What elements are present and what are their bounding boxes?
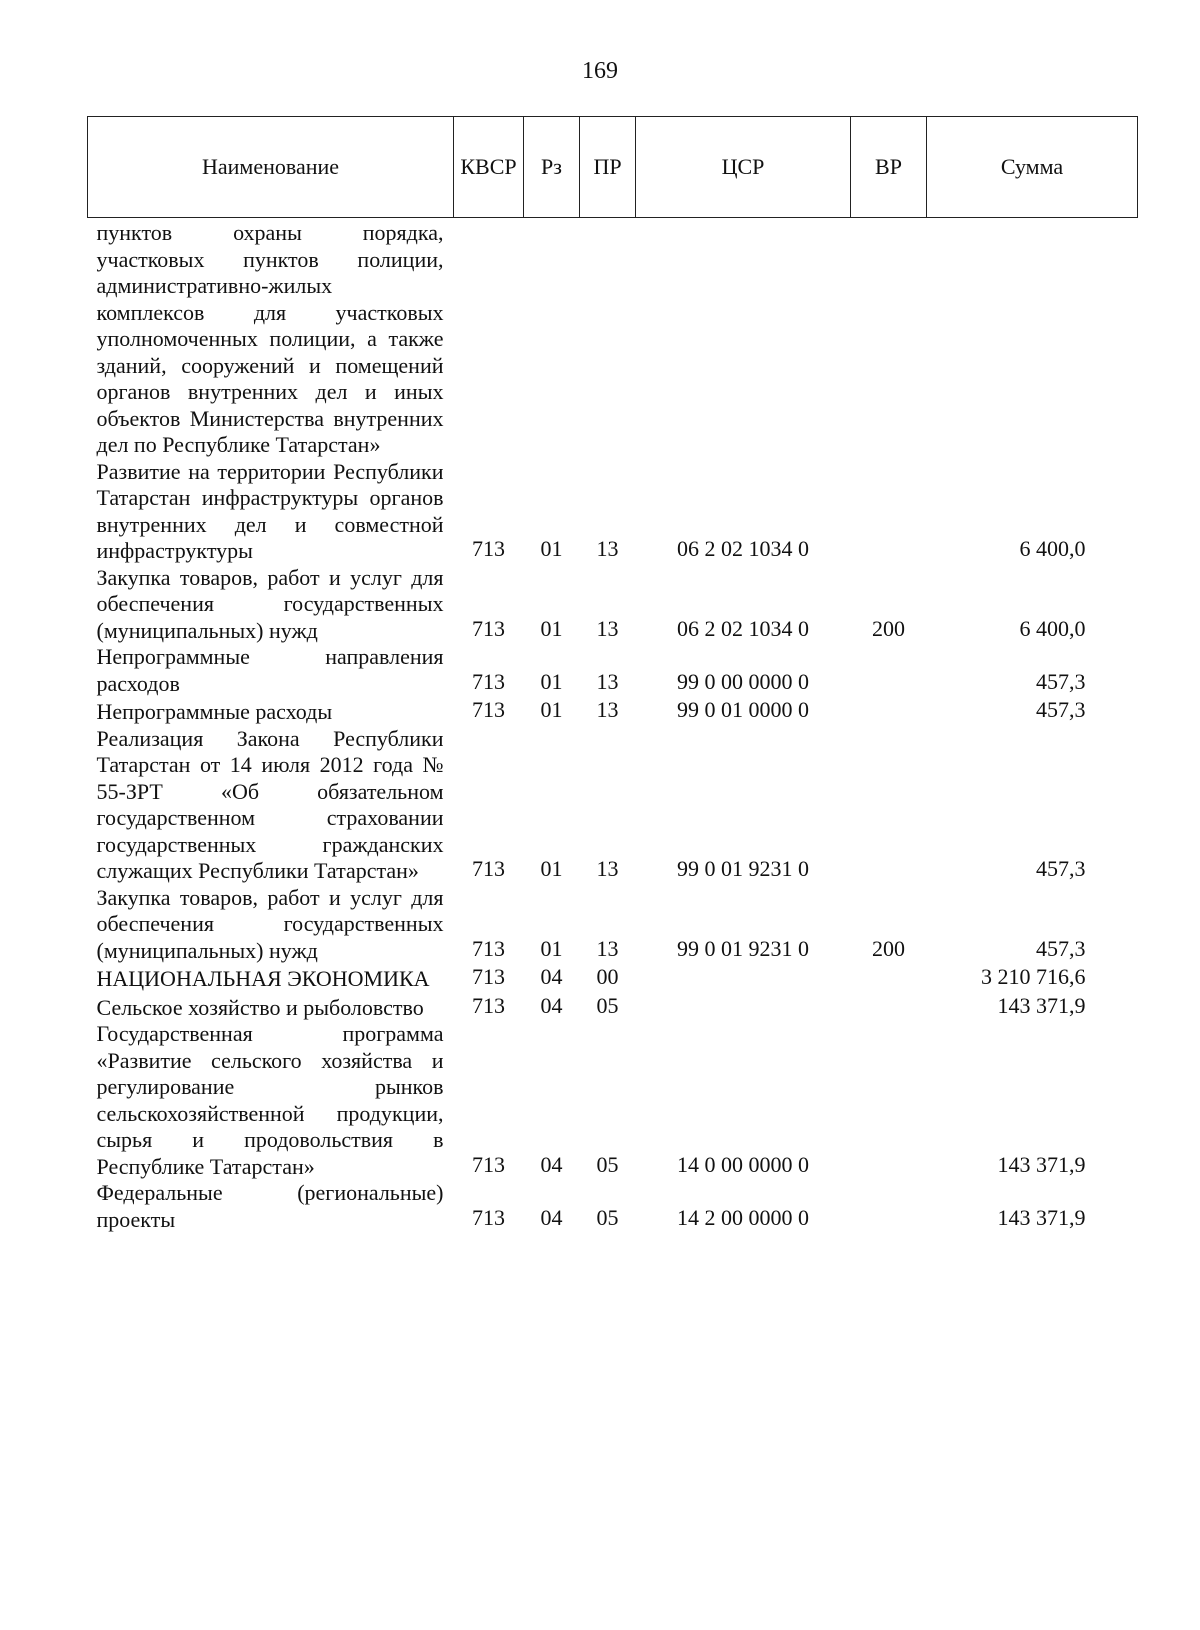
cell-kvsr: 713 [472,697,505,722]
cell-sum: 457,3 [1036,856,1086,881]
table-row [88,1021,1138,1180]
cell-sum: 6 400,0 [1019,615,1086,641]
header-kvsr: КВСР [454,117,524,218]
cell-rz: 01 [540,856,563,881]
cell-name: Развитие на территории Республики Татарстан инфраструктуры органов внутренних дел и совместной инфраструктуры [96,458,444,563]
cell-csr: 99 0 01 9231 0 [677,856,809,881]
cell-vr [851,964,927,993]
cell-csr: 14 2 00 0000 0 [677,1204,809,1230]
table-row [88,565,1138,645]
table-header [88,117,1138,218]
cell-kvsr: 713 [472,668,505,694]
cell-sum: 143 371,9 [997,1151,1086,1177]
cell-pr: 13 [596,615,619,641]
cell-rz: 01 [540,668,563,694]
table-body [88,218,1138,1234]
cell-sum: 143 371,9 [997,1204,1086,1230]
cell-sum: 457,3 [1036,668,1086,694]
cell-vr [851,218,927,459]
cell-name: Государственная программа «Развитие сельского хозяйства и регулирование рынков сельскохозяйственной продукции, сырья и продовольствия в Республике Татарстан» [96,1021,444,1179]
cell-kvsr: 713 [472,856,505,881]
cell-name: Закупка товаров, работ и услуг для обеспечения государственных (муниципальных) нужд [96,884,444,963]
cell-rz: 01 [540,935,563,961]
cell-pr: 13 [596,668,619,694]
header-csr: ЦСР [636,117,851,218]
cell-pr: 13 [596,935,619,961]
cell-vr [851,1021,927,1180]
cell-rz: 04 [540,1204,563,1230]
cell-rz: 01 [540,697,563,722]
cell-kvsr [454,218,524,459]
cell-csr: 06 2 02 1034 0 [677,615,809,641]
cell-csr: 99 0 01 9231 0 [677,935,809,961]
cell-name: Сельское хозяйство и рыболовство [96,994,424,1020]
cell-sum: 457,3 [1036,697,1086,722]
cell-name: пунктов охраны порядка, участковых пунктов полиции, административно-жилых комплексов для участковых уполномоченных полиции, а также зданий, сооружений и помещений органов внутренних дел и иных объектов Министерства внутренних дел по Республике Татарстан» [96,220,444,457]
cell-pr: 05 [596,1204,619,1230]
cell-rz: 01 [540,536,563,561]
cell-name: Закупка товаров, работ и услуг для обеспечения государственных (муниципальных) нужд [96,564,444,643]
header-rz: Рз [524,117,580,218]
cell-csr: 99 0 01 0000 0 [677,697,809,722]
cell-csr [636,218,851,459]
cell-kvsr: 713 [472,615,505,641]
cell-vr [851,697,927,726]
table-row [88,697,1138,726]
cell-kvsr: 713 [472,992,505,1018]
cell-rz: 04 [540,992,563,1018]
cell-sum [927,218,1138,459]
page-number: 169 [582,58,618,84]
table-row [88,964,1138,993]
cell-vr: 200 [872,615,905,641]
cell-sum: 457,3 [1036,935,1086,961]
table-row [88,885,1138,965]
cell-csr: 14 0 00 0000 0 [677,1151,809,1177]
table-row [88,218,1138,459]
cell-csr [636,993,851,1022]
cell-rz: 04 [540,964,563,989]
cell-rz: 01 [540,615,563,641]
cell-pr: 13 [596,856,619,881]
cell-csr: 06 2 02 1034 0 [677,536,809,561]
cell-pr: 13 [596,536,619,561]
cell-name: Реализация Закона Республики Татарстан от 14 июля 2012 года № 55-ЗРТ «Об обязательном государственном страховании государственных гражданских служащих Республики Татарстан» [96,725,444,883]
cell-vr [851,726,927,885]
cell-rz: 04 [540,1151,563,1177]
cell-vr [851,993,927,1022]
cell-kvsr: 713 [472,964,505,989]
cell-pr: 05 [596,1151,619,1177]
table-row [88,993,1138,1022]
cell-pr: 00 [596,964,619,989]
cell-sum: 3 210 716,6 [981,964,1086,989]
cell-kvsr: 713 [472,536,505,561]
cell-sum: 6 400,0 [1019,536,1086,561]
table-row [88,1180,1138,1233]
cell-vr: 200 [872,935,905,961]
table-row [88,644,1138,697]
header-name: Наименование [88,117,454,218]
header-sum: Сумма [927,117,1138,218]
header-pr: ПР [580,117,636,218]
table-row [88,726,1138,885]
budget-table [87,116,1138,1233]
cell-kvsr: 713 [472,1204,505,1230]
cell-name: НАЦИОНАЛЬНАЯ ЭКОНОМИКА [96,966,430,991]
cell-sum: 143 371,9 [997,992,1086,1018]
header-vr: ВР [851,117,927,218]
cell-csr: 99 0 00 0000 0 [677,668,809,694]
cell-pr: 13 [596,697,619,722]
cell-vr [851,1180,927,1233]
cell-rz [524,218,580,459]
cell-csr [636,964,851,993]
cell-kvsr: 713 [472,1151,505,1177]
cell-name: Непрограммные направления расходов [96,644,444,696]
table-row [88,459,1138,565]
cell-name: Непрограммные расходы [96,699,333,724]
cell-kvsr: 713 [472,935,505,961]
cell-pr: 05 [596,992,619,1018]
cell-name: Федеральные (региональные) проекты [96,1180,444,1232]
cell-vr [851,644,927,697]
cell-vr [851,459,927,565]
cell-pr [580,218,636,459]
